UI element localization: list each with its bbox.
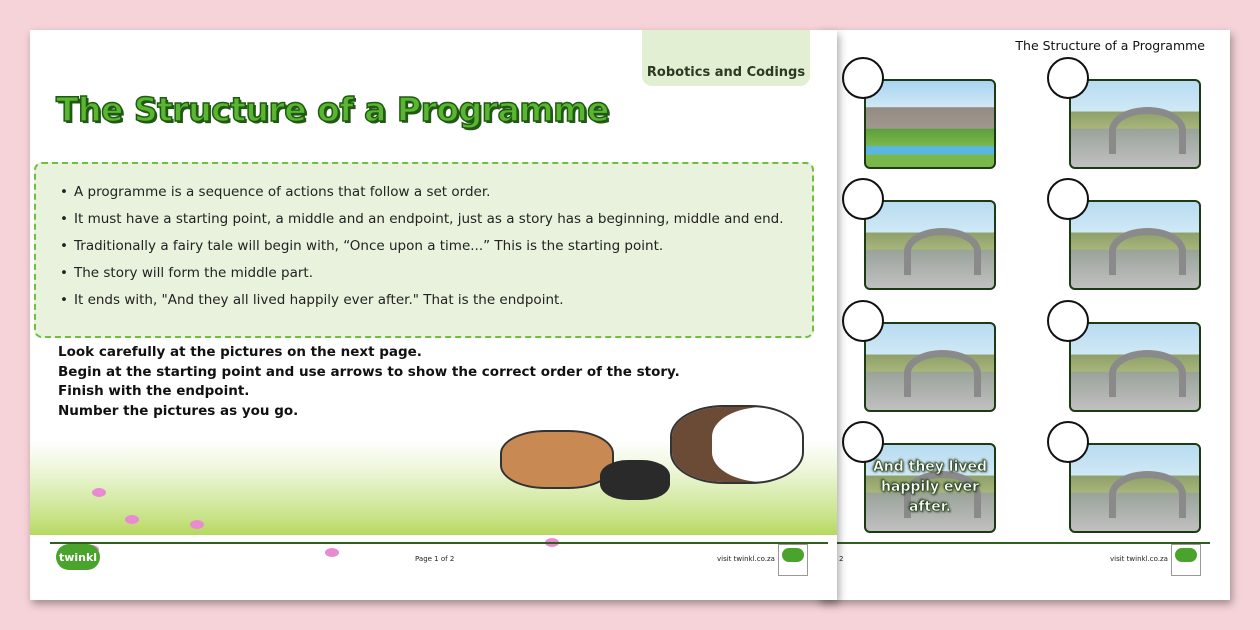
bullet: • It must have a starting point, a middle and an endpoint, just as a story has a beginning, middle and end.	[60, 211, 812, 227]
twinkl-logo: twinkl	[56, 544, 100, 570]
bridge-graphic	[1109, 471, 1186, 518]
number-circle[interactable]	[1047, 421, 1089, 463]
instruction-line: Begin at the starting point and use arrows to show the correct order of the story.	[58, 363, 680, 380]
bullet: • It ends with, "And they all lived happily ever after." That is the endpoint.	[60, 292, 812, 308]
story-picture-bridge-troll-falls	[1069, 322, 1201, 412]
quality-badge-icon	[1171, 544, 1201, 576]
footer-line	[50, 542, 828, 544]
page2-site: visit twinkl.co.za	[1110, 555, 1168, 563]
quality-badge-icon	[778, 544, 808, 576]
instructions	[58, 343, 680, 421]
number-circle[interactable]	[842, 300, 884, 342]
number-circle[interactable]	[1047, 300, 1089, 342]
worksheet-page-2	[818, 30, 1230, 600]
info-box	[34, 162, 814, 338]
card-caption: And they lived happily ever after.	[872, 459, 988, 515]
bridge-graphic	[904, 228, 981, 275]
instruction-line: Number the pictures as you go.	[58, 402, 299, 419]
story-picture-bridge-goat-crossing	[1069, 443, 1201, 533]
number-circle[interactable]	[842, 57, 884, 99]
story-picture-mountains-river	[864, 79, 996, 169]
page2-title: The Structure of a Programme	[1015, 38, 1205, 53]
story-picture-bridge-troll	[864, 200, 996, 290]
story-picture-ending	[864, 443, 996, 533]
page2-number: 2	[839, 555, 844, 563]
story-picture-three-goats	[1069, 200, 1201, 290]
story-picture-bridge-goat-troll	[864, 322, 996, 412]
number-circle[interactable]	[1047, 178, 1089, 220]
instruction-line: Look carefully at the pictures on the next page.	[58, 344, 422, 360]
page-number: Page 1 of 2	[415, 555, 455, 563]
bullet: • Traditionally a fairy tale will begin with, “Once upon a time...” This is the starting point.	[60, 238, 812, 254]
footer-line	[818, 542, 1210, 544]
story-picture-bridge	[1069, 79, 1201, 169]
bridge-graphic	[1109, 107, 1186, 154]
bridge-graphic	[1109, 350, 1186, 397]
bridge-graphic	[904, 350, 981, 397]
site-link[interactable]: visit twinkl.co.za	[717, 555, 775, 563]
subject-tag: Robotics and Codings	[642, 30, 810, 86]
number-circle[interactable]	[842, 178, 884, 220]
number-circle[interactable]	[842, 421, 884, 463]
bridge-graphic	[1109, 228, 1186, 275]
instruction-line: Finish with the endpoint.	[58, 383, 250, 399]
bullet: • The story will form the middle part.	[60, 265, 812, 281]
bullet: • A programme is a sequence of actions that follow a set order.	[60, 184, 812, 200]
page-title: The Structure of a Programme	[56, 90, 609, 129]
worksheet-page-1	[30, 30, 837, 600]
number-circle[interactable]	[1047, 57, 1089, 99]
